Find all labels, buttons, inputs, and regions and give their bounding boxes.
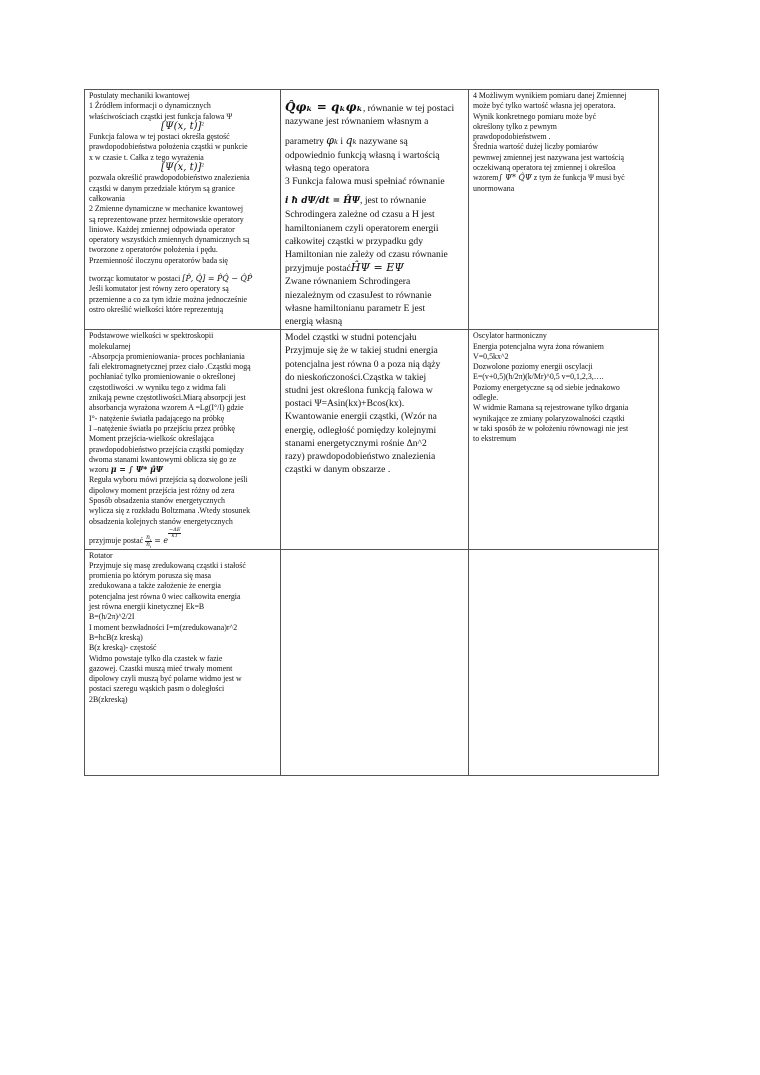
text-line: Hamiltonian nie zależy od czasu równanie <box>285 249 448 261</box>
text-line: dipolowy moment przejścia jest różny od zera <box>89 485 235 495</box>
table-row <box>85 549 659 775</box>
text-line: x w czasie t. Całka z tego wyrażenia <box>89 152 204 162</box>
text-line: postaci Ψ=Asin(kx)+Bcos(kx). <box>285 398 405 410</box>
text-line-eq3: przyjmuje postaćĤΨ = EΨ <box>285 261 404 275</box>
text-line-expectation: wzorem∫ Ψ* Q̂Ψ z tym że funkcja Ψ musi być <box>473 173 625 183</box>
text-line: przemienne a co za tym idzie można jednocześnie <box>89 294 247 304</box>
text-line: Energia potencjalna wyra żona rówaniem <box>473 341 604 351</box>
text-line: wynikające ze zmiany polaryzowalności cząstki <box>473 413 625 423</box>
text-line: cząstki w danym przedziale którym są granice <box>89 183 235 193</box>
text-line: Widmo powstaje tylko dla czastek w fazie <box>89 653 223 663</box>
text-line: obsadzenia kolejnych stanów energetycznych <box>89 516 233 526</box>
text-line: Średnia wartość dużej liczby pomiarów <box>473 142 598 152</box>
text-line: w taki sposób że w położeniu równowagi nie jest <box>473 423 629 433</box>
text-line: Reguła wyboru mówi przejścia są dozwolone jeśli <box>89 475 248 485</box>
formula-eigen-equation: Q̂φₖ = qₖφₖ <box>285 100 363 114</box>
text-line: prawdopodobieństwa położenia cząstki w punkcie <box>89 142 248 152</box>
text-line: Sposób obsadzenia stanów energetycznych <box>89 496 225 505</box>
measurement-postulate-cell <box>469 90 659 330</box>
text-line: fali elektromagnetycznej przez ciało .Cząstki mogą <box>89 362 251 372</box>
formula-boltzmann-exponent: $\frac{-\Delta E}{kT}$ <box>169 526 181 539</box>
text-line: Moment przejścia-wielkośc określająca <box>89 434 214 444</box>
eigen-equation-cell <box>281 90 469 330</box>
table-row <box>85 330 659 549</box>
text-line: oczekiwaną operatora tej zmiennej i określoa <box>473 163 616 173</box>
text-line: całkowania <box>89 193 125 203</box>
text-line: odpowiednio funkcją własną i wartością <box>285 149 440 161</box>
text-line: jest równa energii kinetycznej Ek=B <box>89 602 205 612</box>
text-line: molekularnej <box>89 341 131 351</box>
formula-psi-squared: [Ψ(x, t)]$^2$ <box>161 120 204 132</box>
text-line: energię, odległość pomiędzy kolejnymi <box>285 424 437 436</box>
text-line: I moment bezwładności I=m(zredukowana)r^2 <box>89 622 238 632</box>
text-line: V=0,5kx^2 <box>473 351 509 361</box>
section-title-rotator: Rotator <box>89 550 113 560</box>
text-line: właściwościach cząstki jest funkcja falowa Ψ <box>89 111 233 121</box>
text-line: może być tylko wartość własna jej operatora. <box>473 101 616 111</box>
text-line-eq1: Q̂φₖ = qₖφₖ, równanie w tej postaci <box>285 100 455 114</box>
postulates-cell <box>85 90 281 330</box>
text-line: własną tego operatora <box>285 162 370 174</box>
text-line: Kwantowanie energii cząstki, (Wzór na <box>285 411 437 423</box>
text-line-boltzmann: przyjmuje postać $\frac{n_j}{n_i}$ = e $\frac{-\Delta E}{kT}$ <box>89 526 181 549</box>
formula-psi-squared: [Ψ(x, t)]$^2$ <box>161 162 204 174</box>
text-line: są reprezentowane przez hermitowskie operatory <box>89 214 244 224</box>
text-line: promienia po którym porusza się masa <box>89 571 212 581</box>
text-line: do nieskończoności.Cząstka w takiej <box>285 371 427 383</box>
text-line: W widmie Ramana są rejestrowane tylko drgania <box>473 403 629 413</box>
text-line: 4 Możliwym wynikiem pomiaru danej Zmiennej <box>473 91 627 100</box>
text-line: 1 Źródłem informacji o dynamicznych <box>89 101 211 111</box>
empty-cell <box>281 549 469 775</box>
text-line: zredukowana a także założenie że energia <box>89 581 221 591</box>
section-title-particle-box: Model cząstki w studni potencjału <box>285 332 417 344</box>
spectroscopy-cell <box>85 330 281 549</box>
text-line: B=(h/2π)^2/2I <box>89 612 135 622</box>
formula-population-ratio: $\frac{n_j}{n_i}$ <box>146 533 152 549</box>
section-title-spectroscopy: Podstawowe wielkości w spektroskopii <box>89 331 214 341</box>
text-line: Przyjmuje się że w takiej studni energia <box>285 345 438 357</box>
section-title-oscillator: Oscylator harmoniczny <box>473 331 547 341</box>
text-line: tworzone z operatorów położenia i pędu. <box>89 245 218 255</box>
rotator-cell <box>85 549 281 775</box>
text-line: Funkcja falowa w tej postaci określa gęstość <box>89 132 230 142</box>
text-line: unormowana <box>473 183 515 193</box>
section-title-postulates: Postulaty mechaniki kwantowej <box>89 91 190 100</box>
formula-phi-k: φₖ <box>326 134 339 148</box>
formula-q-k: qₖ <box>345 134 357 148</box>
text-line: Wynik konkretnego pomiaru może być <box>473 111 597 121</box>
text-line: 3 Funkcja falowa musi spełniać równanie <box>285 176 445 188</box>
text-line: pozwala określić prawdopodobieństwo znalezienia <box>89 173 250 183</box>
text-line: Jeśli komutator jest równy zero operatory są <box>89 284 229 294</box>
text-line: własne hamiltonianu parametr E jest <box>285 302 426 314</box>
text-line: stanami energetycznymi rośnie Δn^2 <box>285 437 427 449</box>
text-line: niezależnym od czasuJest to równanie <box>285 289 432 301</box>
text-line: prawdopodobieństwo przejścia cząstki pomiędzy <box>89 444 244 454</box>
formula-exponential: = e <box>154 535 169 545</box>
text-line-eq2: i ħ dΨ/dt = ĤΨ, jest to równanie <box>285 195 427 207</box>
empty-cell <box>469 549 659 775</box>
text-line: Zwane równaniem Schrodingera <box>285 276 411 288</box>
text-line: dipolowy czyli muszą być polarne widmo jest w <box>89 674 242 684</box>
text-line: Przemienność iloczynu operatorów bada się <box>89 255 228 265</box>
text-line: pochłaniać tylko promieniowanie o określonej <box>89 372 236 382</box>
text-line: postaci szeregu wąskich pasm o doległości <box>89 684 225 694</box>
text-line: B=hcB(z kreską) <box>89 632 143 642</box>
text-line: I –natężenie światła po przejściu przez próbkę <box>89 423 235 433</box>
text-line: -Absorpcja promieniowania- proces pochłaniania <box>89 351 245 361</box>
text-line: pewnwej zmiennej jest nazywana jest wartością <box>473 152 624 162</box>
text-line: to ekstremum <box>473 434 517 444</box>
text-line: potencjalna jest równa 0 a poza nią dąży <box>285 358 441 370</box>
text-line: Przyjmuje się masę zredukowaną cząstki i stałość <box>89 560 246 570</box>
text-line: Schrodingera zależne od czasu a H jest <box>285 209 435 221</box>
text-line: Dozwolone poziomy energii oscylacji <box>473 362 593 372</box>
text-line: wylicza się z rozkładu Boltzmana .Wtedy stosunek <box>89 506 251 516</box>
text-line: nazywane jest równaniem własnym a <box>285 116 429 128</box>
text-line: liniowe. Każdej zmiennej odpowiada operator <box>89 224 235 234</box>
formula-commutator: [P̂, Q̂] = P̂Q̂ − Q̂P̂ <box>182 274 253 284</box>
text-line: operatory wszystkich zmiennych dynamicznych są <box>89 235 250 245</box>
text-line: energią własną <box>285 316 343 328</box>
text-line: 2B(zkreską) <box>89 694 128 704</box>
text-line: razy) prawdopodobieństwo znalezienia <box>285 451 436 463</box>
text-line: gazowej. Czastki muszą mieć trwały moment <box>89 663 233 673</box>
formula-schrodinger-time: i ħ dΨ/dt = ĤΨ <box>285 196 361 207</box>
harmonic-oscillator-cell <box>469 330 659 549</box>
text-line-parameters: parametry φₖ i qₖ nazywane są <box>285 134 408 148</box>
text-line: cząstki w danym obszarze . <box>285 464 391 476</box>
text-line: potencjalna jest równa 0 wiec całkowita energia <box>89 591 241 601</box>
text-line: B(z kreską)- częstość <box>89 643 157 653</box>
text-line: absorbancja wyrażona wzorem A =Lg(I°/I) gdzie <box>89 403 244 413</box>
table-row <box>85 90 659 330</box>
text-line: hamiltonianem czyli operatorem energii <box>285 222 439 234</box>
formula-transition-moment: μ = ∫ Ψ* μ̂Ψ <box>110 465 163 475</box>
text-line: Poziomy energetyczne są od siebie jednakowo <box>473 382 620 392</box>
text-line-transition-moment: wzoru μ = ∫ Ψ* μ̂Ψ <box>89 465 163 475</box>
text-line: częstotliwości .w wyniku tego z widma fali <box>89 382 226 392</box>
text-line: określony tylko z pewnym <box>473 121 557 131</box>
particle-in-box-cell <box>281 330 469 549</box>
text-line: odległe. <box>473 393 499 403</box>
text-line: studni jest określona funkcją falowa w <box>285 385 433 397</box>
text-line: całkowitej cząstki w przypadku gdy <box>285 235 423 247</box>
text-line: prawdopodobieństwem . <box>473 132 551 142</box>
formula-expectation-value: ∫ Ψ* Q̂Ψ <box>498 173 532 183</box>
text-line: E=(v+0,5)(h/2π)(k/Mr)^0,5 v=0,1,2,3,…. <box>473 372 604 382</box>
text-line: ostro określić wielkości które reprezentują <box>89 304 224 314</box>
text-line: I°- natężenie światła padającego na próbkę <box>89 413 225 423</box>
notes-table <box>84 89 659 776</box>
text-line-commutator: tworząc komutator w postaci [P̂, Q̂] = P̂Q̂ − Q̂P̂ <box>89 274 253 284</box>
text-line: dwoma stanami kwantowymi oblicza się go ze <box>89 454 237 464</box>
text-line: 2 Zmienne dynamiczne w mechanice kwantowej <box>89 204 244 214</box>
formula-schrodinger-stationary: ĤΨ = EΨ <box>350 261 404 275</box>
text-line: znikają pewne częstotliwości.Miarą absorpcji jest <box>89 393 246 403</box>
